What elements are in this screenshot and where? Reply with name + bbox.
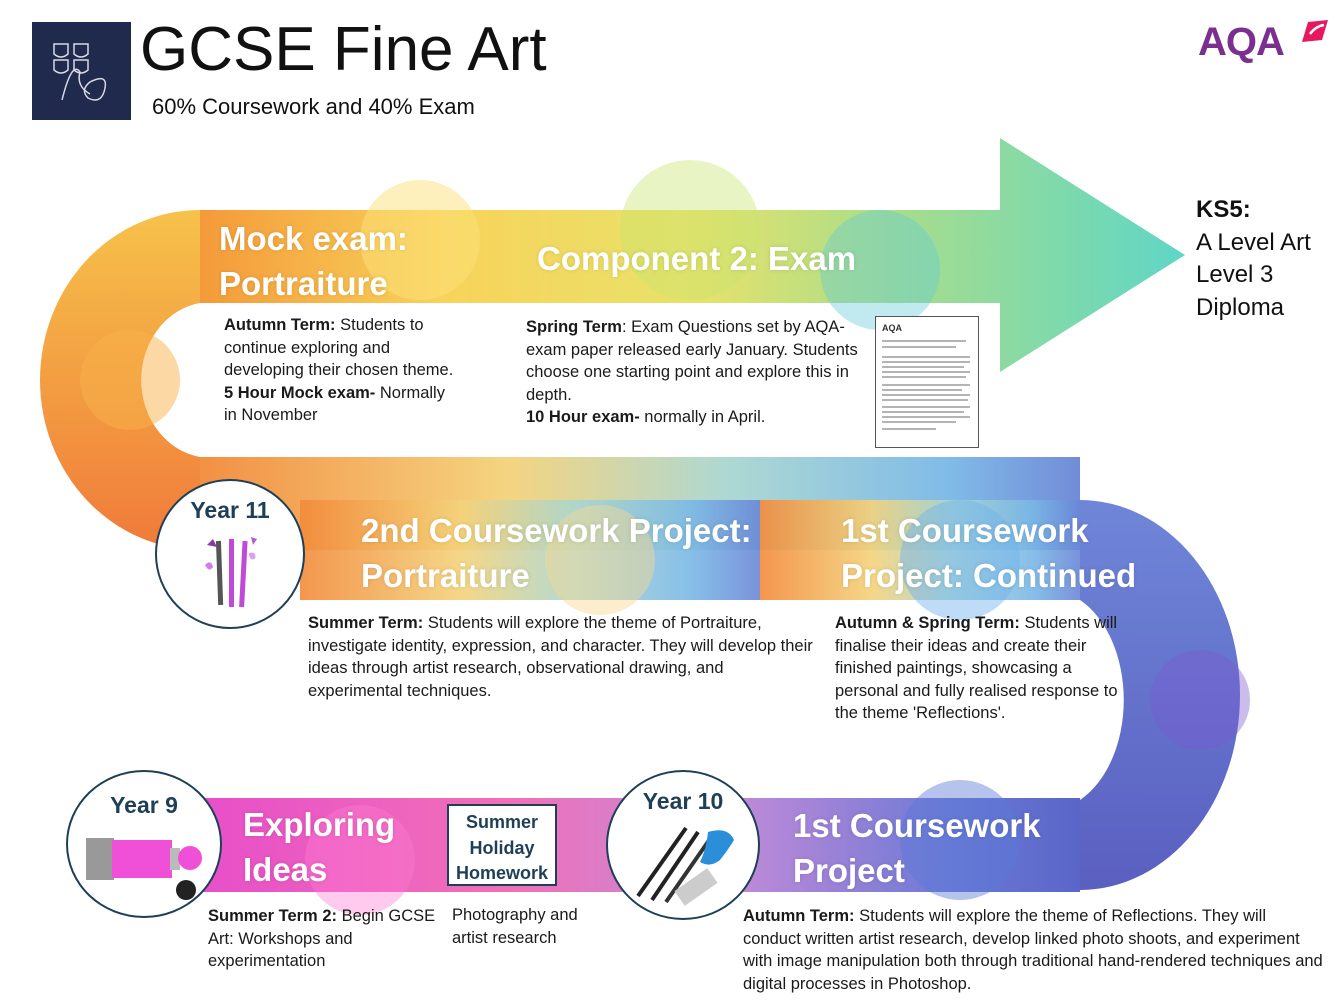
continued-heading <box>841 508 1136 598</box>
school-logo <box>32 22 131 120</box>
component2-exam-text: normally in April. <box>639 408 766 426</box>
coursework1-heading <box>793 803 1041 893</box>
ks5-line: A Level Art <box>1196 228 1311 256</box>
coursework1-heading-line: 1st Coursework <box>793 807 1041 844</box>
portraiture-heading <box>361 508 752 598</box>
exam-paper-thumbnail <box>875 316 979 448</box>
portraiture-heading-line: Portraiture <box>361 557 530 594</box>
paintbrushes-icon <box>628 818 740 906</box>
exploring-heading-line: Ideas <box>243 851 328 888</box>
continued-term: Autumn & Spring Term: <box>835 614 1020 632</box>
year10-label: Year 10 <box>642 788 724 814</box>
mock-heading-line: Portraiture <box>219 265 388 302</box>
year11-label: Year 11 <box>190 497 270 523</box>
coursework1-text: Students will explore the theme of Reflections. They will conduct written artist research, develop linked photo shoots, and experiment with image manipulation both through traditional hand-rendered techniques and digital processes in Photoshop. <box>743 907 1323 993</box>
continued-description <box>835 612 1120 725</box>
portraiture-text: Students will explore the theme of Portraiture, investigate identity, expression, and character. They will develop their ideas through artist research, observational drawing, and experimental techniques. <box>308 614 813 700</box>
year10-badge <box>606 770 760 920</box>
exploring-text: Begin GCSE Art: Workshops and experimentation <box>208 907 436 970</box>
year9-badge <box>66 770 222 918</box>
component2-text: : Exam Questions set by AQA- exam paper released early January. Students choose one starting point and explore this in depth. <box>526 318 858 404</box>
mock-heading <box>219 216 408 306</box>
crest-icon <box>32 22 131 120</box>
mock-text: Students to continue exploring and developing their chosen theme. <box>224 316 454 379</box>
year9-label: Year 9 <box>110 792 178 818</box>
summer-holiday-homework-box <box>447 804 557 886</box>
mock-heading-line: Mock exam: <box>219 220 408 257</box>
coursework1-description <box>743 905 1323 995</box>
mock-exam-label: 5 Hour Mock exam- <box>224 383 376 402</box>
ks5-line: Diploma <box>1196 293 1285 321</box>
ks5-line: Level 3 <box>1196 261 1274 288</box>
mock-description <box>224 314 454 427</box>
document-icon <box>876 317 978 447</box>
page-title: GCSE Fine Art <box>140 15 547 84</box>
exploring-heading-line: Exploring <box>243 806 396 843</box>
portraiture-description <box>308 612 813 702</box>
coursework1-term: Autumn Term: <box>743 907 855 925</box>
component2-description <box>526 316 866 429</box>
exploring-term: Summer Term 2: <box>208 907 337 925</box>
aqa-swoosh-icon <box>1300 18 1330 44</box>
page-subtitle: 60% Coursework and 40% Exam <box>152 94 475 119</box>
continued-heading-line: Project: Continued <box>841 557 1137 594</box>
ks5-destination <box>1196 194 1311 324</box>
coursework1-heading-line: Project <box>793 852 905 889</box>
continued-text: Students will finalise their ideas and create their finished paintings, showcasing a personal and fully realised response to the theme 'Reflections'. <box>835 614 1118 722</box>
mock-term: Autumn Term: <box>224 316 336 334</box>
aqa-logo: AQA <box>1198 20 1284 64</box>
svg-text:AQA: AQA <box>882 323 902 333</box>
holiday-label-line: Holiday <box>469 837 535 858</box>
component2-heading: Component 2: Exam <box>537 240 857 277</box>
portraiture-heading-line: 2nd Coursework Project: <box>361 512 752 549</box>
portraiture-term: Summer Term: <box>308 614 424 632</box>
holiday-label-line: Homework <box>455 863 549 883</box>
exploring-heading <box>243 802 395 892</box>
paint-tube-icon <box>82 830 206 904</box>
holiday-description: Photography and artist research <box>452 906 578 947</box>
component2-term: Spring Term <box>526 318 622 336</box>
pencils-icon <box>201 531 263 613</box>
holiday-label-line: Summer <box>465 812 539 832</box>
mock-exam-text: Normally in November <box>224 383 445 424</box>
component2-exam-label: 10 Hour exam- <box>526 408 640 426</box>
continued-heading-line: 1st Coursework <box>841 512 1089 549</box>
exploring-description <box>208 905 438 973</box>
year11-badge <box>155 479 305 629</box>
ks5-label: KS5: <box>1196 196 1251 223</box>
